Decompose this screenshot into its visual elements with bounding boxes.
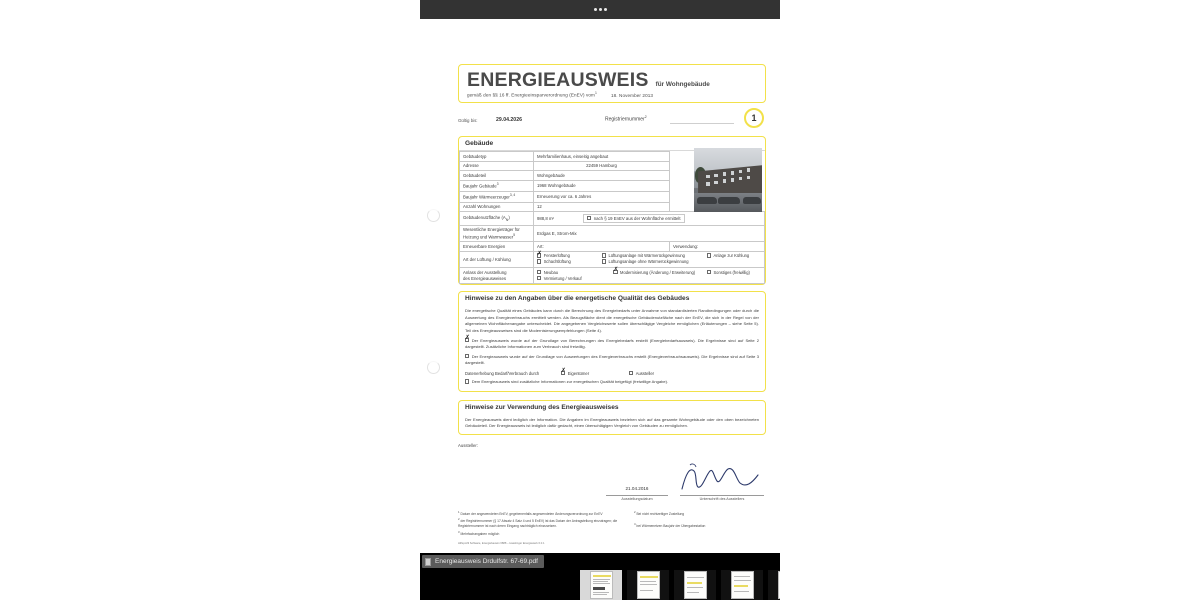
usage-notes-body [459,414,765,435]
row-label-text: Baujahr Wärmeerzeuger [463,194,510,200]
quality-notes-body [459,305,765,390]
option-label: Lüftungsanlage ohne Wärmerückgewinnung [608,259,689,265]
reason-label-line2: des Energieausweises [463,275,506,281]
option-label: Vermietung / Verkauf [543,275,582,281]
building-section [458,136,766,285]
checkbox-checked-icon[interactable] [537,253,541,257]
area-checkbox-label: nach § 19 EnEV aus der Wohnfläche ermittelt [593,215,681,221]
checkbox-icon[interactable] [465,354,469,358]
footnote-text: bei Wärmenetzen Baujahr der Übergabestation [636,524,706,529]
page-number-badge: 1 [744,108,764,128]
footnote-text: Datum der angewendeten EnEV, gegebenenfalls angewendeten Änderungsverordnung zur EnEV [460,512,603,517]
survey-label: Datenerhebung Bedarf/Verbrauch durch [465,370,540,376]
checkbox-icon[interactable] [602,253,606,257]
legal-basis-date: 18. November 2013 [611,93,654,98]
area-checkbox-option[interactable] [583,214,685,223]
area-label-text: Gebäudenutzfläche (A [463,214,506,220]
page-title: ENERGIEAUSWEIS [467,69,649,91]
checkbox-icon[interactable] [707,253,711,257]
option-label: Eigentümer [567,370,590,376]
viewer-top-bar [420,0,780,19]
energy-source-value: Erdgas E, Strom-Mix [534,225,765,241]
thumbnail-preview [637,571,660,599]
building-photo [694,148,762,212]
thumbnail-preview [684,571,707,599]
renewable-usage: Verwendung: [670,242,765,252]
area-label [460,212,534,226]
row-value: 12 [534,202,670,212]
survey-option-issuer[interactable] [629,371,654,376]
checkbox-icon[interactable] [537,270,541,274]
table-row-renewable [460,242,765,252]
reason-label [460,268,534,284]
footnote-column-right [634,510,762,536]
pdf-file-icon [425,558,431,566]
signature-graphic [676,461,762,495]
quality-note-item1-text: Der Energieausweis wurde auf der Grundlage von Berechnungen des Energiebedarfs erstellt (Energiebedarfsausweis). Die Ergebnisse sind auf Seite 2 dargestellt. Zusätzliche Informationen zum Verbrauch sind freiwillig. [465,337,759,349]
registration-footnote-marker: 2 [644,115,647,119]
footnote-3 [458,530,626,537]
page-thumbnail[interactable] [627,570,669,600]
footnote-marker: 3 [458,529,460,534]
ventilation-label: Art der Lüftung / Kühlung [460,251,534,267]
file-tab-label: Energieausweis Drdulfstr. 67-69.pdf [435,558,538,565]
area-label-subscript: N [505,217,509,222]
option-label: Lüftungsanlage mit Wärmerückgewinnung [608,253,685,259]
thumbnail-preview [731,571,754,599]
checkbox-icon[interactable] [537,259,541,263]
ventilation-option[interactable] [707,253,761,259]
renewable-art: Art: [534,242,670,252]
checkbox-icon[interactable] [465,379,469,383]
document-subtitle: für Wohngebäude [655,81,710,88]
ventilation-options [534,251,765,267]
energieausweis-document [458,64,766,545]
energy-label-footnote: 5 [513,232,516,237]
row-value: Mehrfamilienhaus, einseitig angebaut [534,152,670,162]
page-thumbnail[interactable] [580,570,622,600]
survey-row [465,371,759,376]
document-page[interactable] [420,19,780,553]
row-label: Anzahl Wohnungen [460,202,534,212]
footnote-column-left [458,510,626,536]
footnote-marker: 4 [634,522,636,527]
issuer-label: Aussteller: [458,443,479,449]
right-whitespace [780,0,1200,600]
option-label: Modernisierung (Änderung / Erweiterung) [620,269,696,275]
area-label-end: ) [508,214,510,220]
file-tab[interactable] [422,555,544,568]
row-value: Erneuerung vor ca. 6 Jahres [534,191,670,202]
footnote-text: der Registriernummer (§ 17 Absatz 4 Satz 4 und 5 EnEV) ist das Datum der Antragstellung einzutragen; die Registriernummer ist nach deren Eingang nachträglich einzusetzen. [458,519,618,528]
checkbox-icon[interactable] [629,371,633,375]
row-value: 22459 Hamburg [534,161,670,171]
producer-credit: Hilfsprofil Software, Energiebauwin 6888 – Hasslinger Energiewerk 6.0.1 [458,541,545,545]
issuer-block [458,443,766,505]
energy-source-label [460,225,534,241]
table-row-ventilation [460,251,765,267]
legal-basis-footnote-marker: 1 [595,91,597,96]
issue-date-value: 21.04.2016 [625,486,649,492]
table-row-area [460,212,765,226]
thumbnail-preview [778,571,781,599]
quality-notes-title: Hinweise zu den Angaben über die energetische Qualität des Gebäudes [465,295,690,303]
registration-number-field [670,123,734,124]
footnote-text: Mehrfachangaben möglich [460,531,500,536]
renewable-label: Erneuerbare Energien [460,242,534,252]
area-value-cell [534,212,765,226]
building-section-title: Gebäude [459,137,765,151]
quality-note-item[interactable] [465,354,759,367]
reason-options [534,268,765,284]
footnote-marker: 1 [458,510,460,515]
option-label: Anlage zur Kühlung [713,253,750,259]
ventilation-option[interactable] [537,259,602,265]
loading-spinner-icon [427,209,440,222]
quality-notes-paragraph: Die energetische Qualität eines Gebäudes kann durch die Berechnung des Energiebedarfs unter Annahme von standardisierten Randbedingungen oder durch die Auswertung des Energieverbrauchs ermittelt werden. Als Bezugsfläche dient die energetische Gebäudenutzfläche nach der EnEV, die sich in der Regel von der allgemeinen Wohnflächenangabe unterscheidet. Die angegebenen Vergleichswerte sollen überschlägige Vergleiche ermöglichen (Erläuterungen – siehe Seite 5). Teil des Energieausweises sind die Modernisierungsempfehlungen (Seite 4). [465,308,759,333]
footnote-text: Bei nicht rechtzeitiger Zustellung [636,512,685,517]
legal-basis-text: gemäß den §§ 16 ff. Energieeinsparverordnung (EnEV) vom [467,93,595,98]
footnote-2 [458,517,626,529]
checkbox-icon[interactable] [602,259,606,263]
validity-row [458,107,766,133]
table-row-reason [460,268,765,284]
usage-notes-paragraph: Der Energieausweis dient lediglich der Information. Die Angaben im Energieausweis beziehen sich auf das gesamte Wohngebäude oder den oben bezeichneten Gebäudeteil. Der Energieausweis ist lediglich dafür gedacht, einen überschlägigen Vergleich von Gebäuden zu ermöglichen. [465,416,759,428]
document-title-block [458,64,766,103]
reason-option[interactable] [537,276,602,282]
left-whitespace [0,0,420,600]
issue-date-line [606,495,668,496]
page-thumbnail[interactable] [768,570,780,600]
pdf-viewer [420,0,780,600]
page-thumbnail-strip[interactable] [580,570,780,600]
checkbox-icon[interactable] [587,216,591,220]
issue-date-caption: Ausstellungsdatum [621,497,653,502]
page-thumbnail[interactable] [721,570,763,600]
extra-info-row[interactable] [465,379,759,385]
checkbox-checked-icon[interactable] [561,371,565,375]
option-label: Fensterlüftung [543,253,570,259]
row-label [460,191,534,202]
page-thumbnail[interactable] [674,570,716,600]
option-label: Aussteller [635,370,655,376]
table-row-energy [460,225,765,241]
area-value: 988,8 m² [537,215,554,221]
energy-label-line2: Heizung und Warmwasser [463,234,514,240]
row-value: Wohngebäude [534,171,670,181]
thumbnail-preview [590,571,613,599]
checkbox-checked-icon[interactable] [613,270,617,274]
usage-notes-title: Hinweise zur Verwendung des Energieausweises [465,403,619,411]
kebab-menu-icon[interactable] [594,8,607,11]
row-label-footnote: 3, 4 [509,193,516,198]
footnotes-block [458,510,766,536]
footnote-4 [634,510,762,517]
extra-info-text: Dem Energieausweis sind zusätzliche Informationen zur energetischen Qualität beigefügt (freiwillige Angabe). [471,379,669,385]
row-label-text: Baujahr Gebäude [463,183,497,189]
registration-number-text: Registriernummer [605,116,645,123]
option-label: Neubau [543,269,559,275]
row-label: Adresse [460,161,534,171]
signature-caption: Unterschrift des Ausstellers [699,497,745,502]
checkbox-checked-icon[interactable] [465,338,469,342]
reason-label-line1: Anlass der Ausstellung [463,270,507,276]
footnote-marker: 2 [458,517,460,522]
valid-until-label: Gültig bis: [458,117,478,123]
row-label: Gebäudetyp [460,152,534,162]
checkbox-icon[interactable] [537,276,541,280]
ventilation-option[interactable] [602,259,707,265]
viewer-bottom-bar [420,553,780,600]
footnote-marker: 2 [634,510,636,515]
signature-line [680,495,764,496]
registration-number-label [605,115,647,123]
reason-option[interactable] [707,270,761,276]
row-value: 1968 Wohngebäude [534,180,670,191]
checkbox-icon[interactable] [707,270,711,274]
row-label-footnote: 3 [496,182,499,187]
footnote-1 [458,510,626,517]
valid-until-value: 29.04.2026 [496,117,522,123]
energy-label-line1: Wesentliche Energieträger für [463,227,520,233]
loading-spinner-icon [427,361,440,374]
document-legal-basis [467,91,757,98]
option-label: Schachtlüftung [543,259,571,265]
row-label: Gebäudeteil [460,171,534,181]
quality-note-item[interactable] [465,338,759,351]
survey-option-owner[interactable] [561,371,629,376]
reason-option[interactable] [602,270,707,276]
quality-note-item2-text: Der Energieausweis wurde auf der Grundlage von Auswertungen des Energieverbrauchs erstellt (Energieverbrauchsausweis). Die Ergebnisse sind auf Seite 3 dargestellt. [465,353,759,366]
row-label [460,180,534,191]
quality-notes-section [458,291,766,391]
footnote-5 [634,522,762,529]
option-label: Sonstiges (freiwillig) [713,269,750,275]
usage-notes-section [458,400,766,436]
